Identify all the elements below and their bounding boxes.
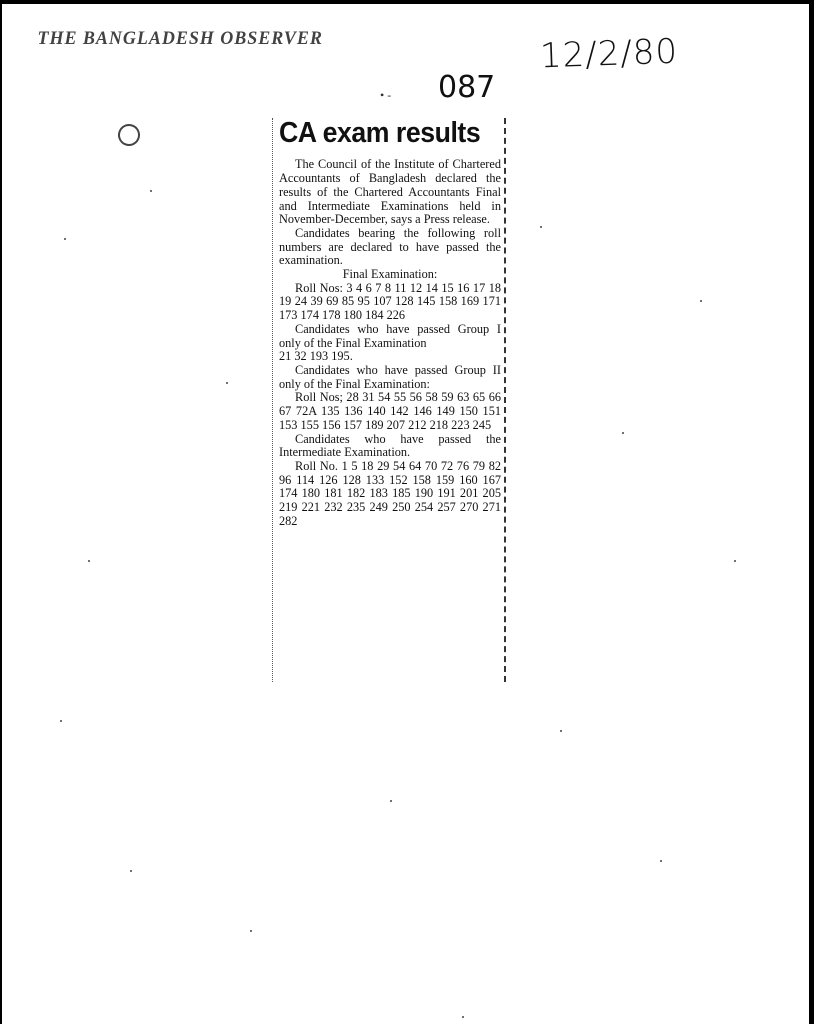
page-border-top: [0, 0, 814, 4]
clipping-headline: CA exam results: [279, 117, 481, 149]
group1-note: Candidates who have passed Group I only of the Final Examination: [279, 321, 501, 350]
group2-roll-numbers: Roll Nos; 28 31 54 55 56 58 59 63 65 66 67 72A 135 136 140 142 146 149 150 151 153 155 156 157 189 207 212 218 223 245: [279, 390, 501, 432]
scan-speck: [540, 226, 542, 228]
scan-speck: [390, 800, 392, 802]
pencil-mark: • -: [380, 88, 392, 102]
news-clipping: [272, 118, 506, 682]
scan-speck: [622, 432, 624, 434]
circle-mark-icon: [115, 121, 143, 149]
scan-speck: [226, 382, 228, 384]
scan-speck: [734, 560, 736, 562]
page-border-right: [809, 0, 814, 1024]
scan-speck: [150, 190, 152, 192]
scan-speck: [130, 870, 132, 872]
intermediate-roll-numbers: Roll No. 1 5 18 29 54 64 70 72 76 79 82 96 114 126 128 133 152 158 159 160 167 174 180 181 182 183 185 190 191 201 205 219 221 232 235 249 250 254 257 270 271 282: [279, 458, 501, 528]
intro-paragraph: The Council of the Institute of Chartered Accountants of Bangladesh declared the results of the Chartered Accountants Final and Intermediate Examinations held in November-December, says a Press release.: [279, 157, 501, 227]
intermediate-note: Candidates who have passed the Intermediate Examination.: [279, 431, 501, 460]
final-heading: Final Examination:: [342, 267, 438, 282]
scan-speck: [88, 560, 90, 562]
scan-speck: [250, 930, 252, 932]
scan-speck: [560, 730, 562, 732]
scan-speck: [700, 300, 702, 302]
scan-speck: [660, 860, 662, 862]
group1-roll-numbers: 21 32 193 195.: [279, 349, 353, 364]
final-roll-numbers: Roll Nos: 3 4 6 7 8 11 12 14 15 16 17 18 19 24 39 69 85 95 107 128 145 158 169 171 173 174 178 180 184 226: [279, 280, 501, 323]
handwritten-date: 12/2/80: [539, 31, 679, 77]
page-number: 087: [438, 70, 496, 105]
newspaper-masthead: THE BANGLADESH OBSERVER: [37, 28, 323, 49]
scan-speck: [462, 1016, 464, 1018]
clipping-body: [279, 158, 501, 528]
scan-speck: [64, 238, 66, 240]
scan-speck: [60, 720, 62, 722]
page-border-left: [0, 0, 2, 1024]
group2-note: Candidates who have passed Group II only of the Final Examination:: [279, 362, 501, 391]
passed-note: Candidates bearing the following roll numbers are declared to have passed the examination.: [279, 225, 501, 268]
